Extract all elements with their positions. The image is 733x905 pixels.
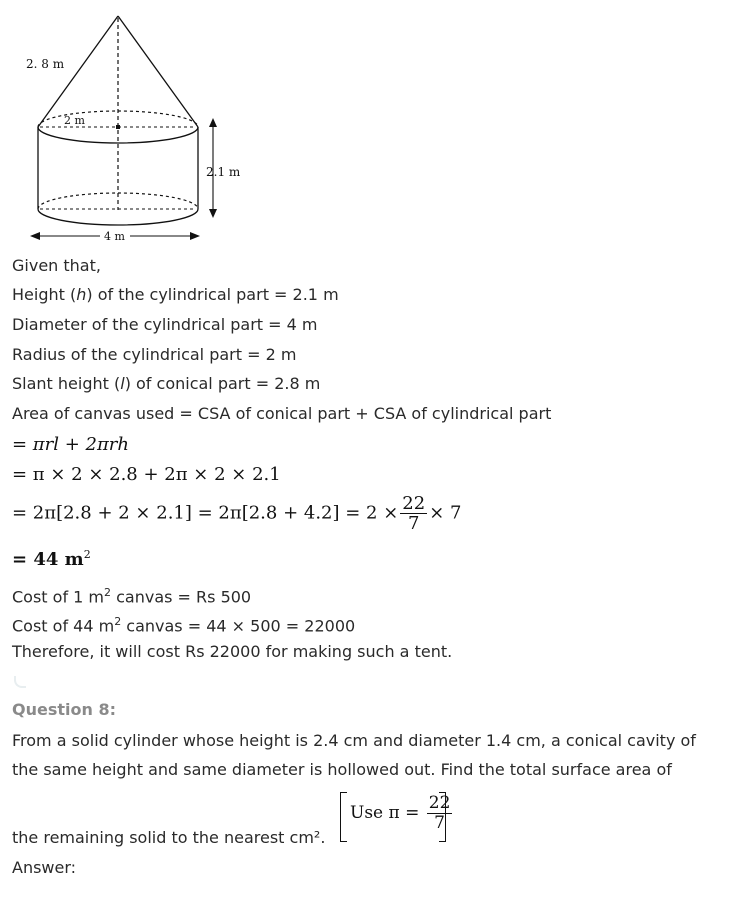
use-pi-box <box>340 790 451 842</box>
slant-var: l <box>120 374 125 393</box>
use-pi-denominator: 7 <box>434 813 445 833</box>
height-line <box>12 285 339 305</box>
cone-left-edge <box>38 16 118 127</box>
center-dot <box>116 125 120 129</box>
question-heading: Question 8: <box>12 700 116 719</box>
height-arrow-up <box>209 118 217 127</box>
equation-2: = π × 2 × 2.8 + 2π × 2 × 2.1 <box>12 464 281 485</box>
height-arrow-down <box>209 209 217 218</box>
conclusion-line: Therefore, it will cost Rs 22000 for making such a tent. <box>12 642 453 661</box>
fraction-numerator: 22 <box>402 493 426 514</box>
cost-44-sq: 2 <box>114 615 122 628</box>
fraction-denominator: 7 <box>408 513 420 534</box>
use-pi-text: Use π = <box>350 803 420 823</box>
height-var: h <box>76 285 87 304</box>
cost-44-pre: Cost of 44 m <box>12 616 115 636</box>
height-line-post: ) of the cylindrical part = 2.1 m <box>86 285 339 304</box>
tent-figure <box>0 0 260 250</box>
equation-4-text: = 44 m <box>12 549 84 570</box>
use-pi-numerator: 22 <box>428 793 451 813</box>
fraction-22-7 <box>400 494 427 533</box>
equation-1-text: = πrl + 2πrh <box>12 434 129 455</box>
cost-1-post: canvas = Rs 500 <box>111 587 252 607</box>
diameter-label: 4 m <box>104 230 125 243</box>
radius-line-text: Radius of the cylindrical part = 2 m <box>12 345 297 364</box>
question-line-3: the remaining solid to the nearest cm². <box>12 828 326 847</box>
diameter-arrow-right <box>190 232 200 240</box>
cone-right-edge <box>118 16 198 127</box>
bottom-ellipse-front <box>38 209 198 225</box>
cost-44m2-line <box>12 612 355 636</box>
answer-label: Answer: <box>12 858 77 877</box>
height-label: 2.1 m <box>206 165 241 179</box>
canvas-area-line: Area of canvas used = CSA of conical part + CSA of cylindrical part <box>12 404 552 423</box>
diameter-arrow-left <box>30 232 40 240</box>
cost-44-post: canvas = 44 × 500 = 22000 <box>121 616 356 636</box>
equation-3-post: × 7 <box>429 502 462 524</box>
question-line-1: From a solid cylinder whose height is 2.4 cm and diameter 1.4 cm, a conical cavity of <box>12 731 696 750</box>
slant-line-pre: Slant height ( <box>12 374 121 393</box>
cost-1m2-line <box>12 583 251 607</box>
equation-3-pre: = 2π[2.8 + 2 × 2.1] = 2π[2.8 + 4.2] = 2 × <box>12 502 399 524</box>
decorative-mark <box>14 676 26 688</box>
equation-3 <box>12 494 461 533</box>
question-line-2: the same height and same diameter is hollowed out. Find the total surface area of <box>12 760 672 779</box>
slant-label: 2. 8 m <box>26 57 65 71</box>
cost-1-sq: 2 <box>104 586 112 599</box>
height-line-pre: Height ( <box>12 285 77 304</box>
equation-4-sq: 2 <box>83 548 91 561</box>
equation-1 <box>12 434 129 455</box>
given-that-line: Given that, <box>12 256 101 275</box>
left-bracket <box>340 792 347 842</box>
slant-line-post: ) of conical part = 2.8 m <box>124 374 321 393</box>
equation-4 <box>12 548 91 570</box>
cost-1-pre: Cost of 1 m <box>12 587 105 607</box>
right-bracket <box>439 792 446 842</box>
slant-line <box>12 374 320 394</box>
radius-label: 2 m <box>64 114 85 127</box>
diameter-line: Diameter of the cylindrical part = 4 m <box>12 315 318 334</box>
